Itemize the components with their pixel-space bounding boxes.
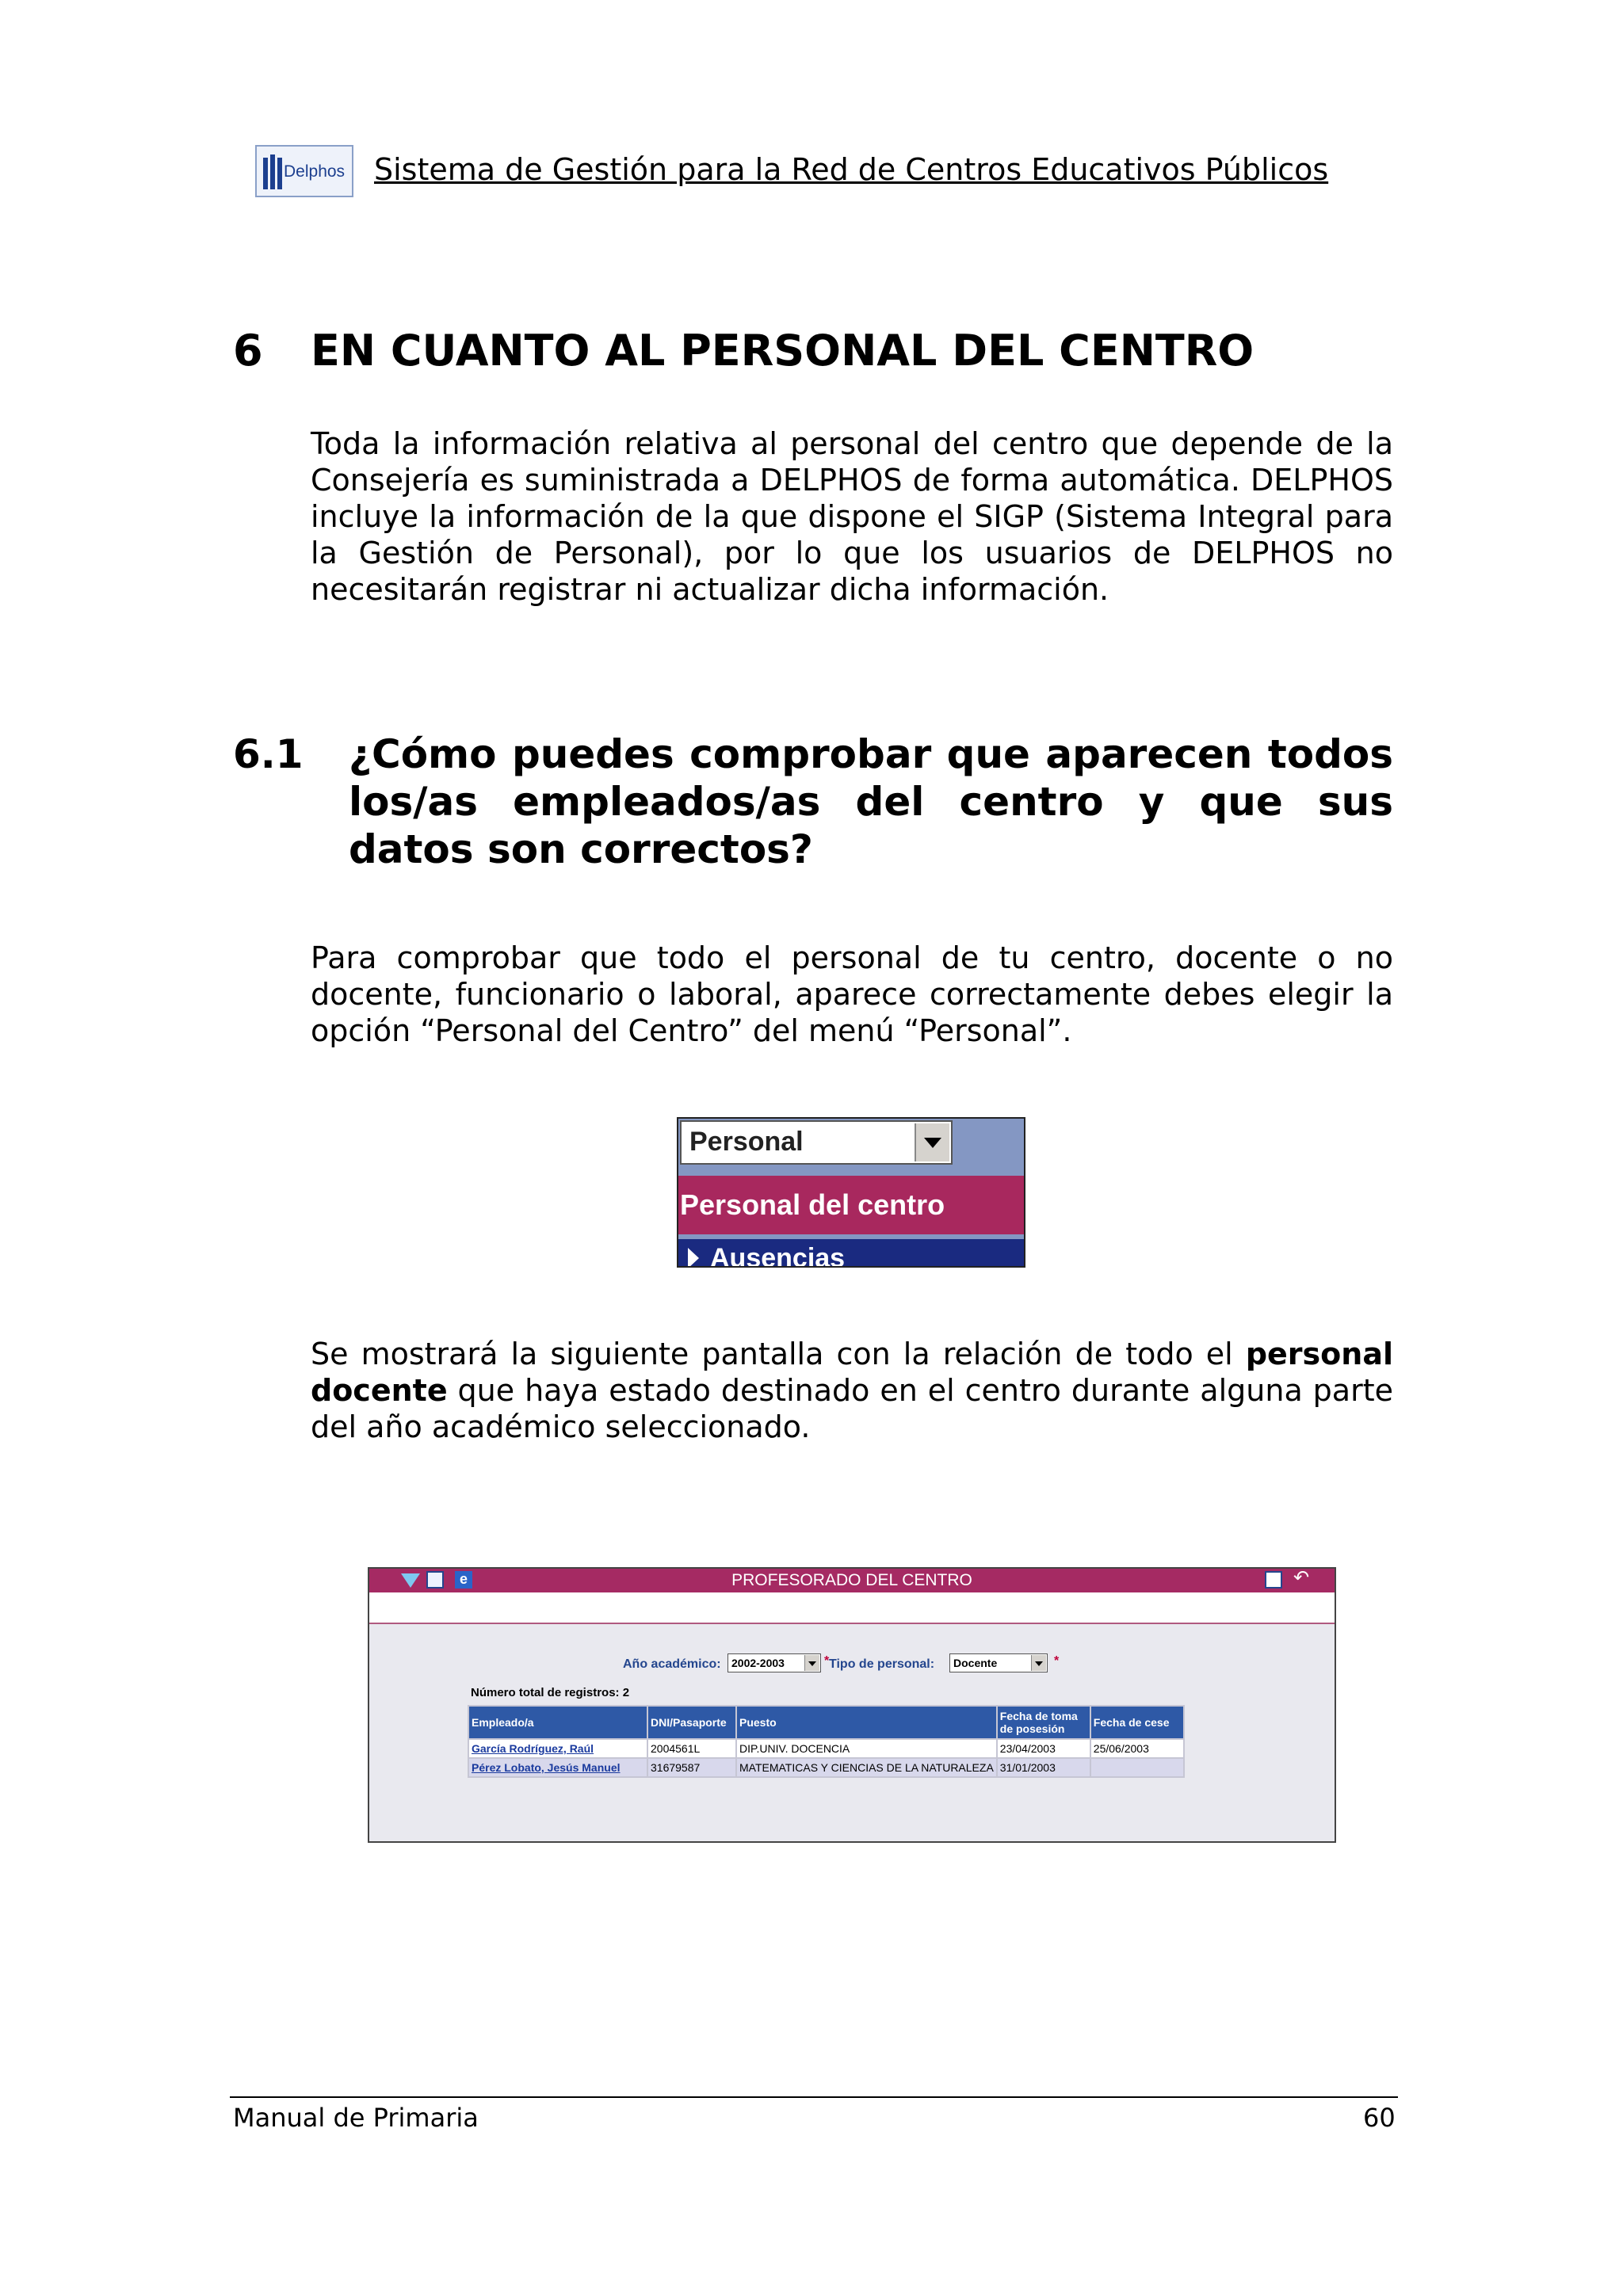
page-number: 60 — [1363, 2103, 1396, 2133]
table-cell: 31679587 — [648, 1759, 735, 1776]
table-cell: 23/04/2003 — [998, 1740, 1090, 1757]
staff-table — [468, 1705, 1185, 1778]
col-fecha-cese[interactable]: Fecha de cese — [1091, 1707, 1183, 1738]
filter-icon[interactable] — [401, 1573, 420, 1588]
ano-academico-label: Año académico: — [623, 1657, 721, 1671]
table-cell: 2004561L — [648, 1740, 735, 1757]
section-number: 6 — [233, 326, 263, 376]
section-intro: Toda la información relativa al personal del centro que depende de la Consejería es suministrada a DELPHOS de forma automática. DELPHOS incluye la información de la que dispone el SIGP (Sistema Integral para la Gestión de Personal), por lo que los usuarios de DELPHOS no necesitarán registrar ni actualizar dicha información. — [311, 426, 1393, 607]
footer-manual-name: Manual de Primaria — [233, 2103, 479, 2133]
table-cell: 25/06/2003 — [1091, 1740, 1183, 1757]
col-puesto[interactable]: Puesto — [737, 1707, 996, 1738]
menu-item-ausencias[interactable] — [678, 1239, 1025, 1268]
delphos-logo — [255, 145, 353, 197]
chevron-down-icon[interactable] — [1031, 1655, 1046, 1671]
table-row — [469, 1759, 1183, 1776]
table-cell: 31/01/2003 — [998, 1759, 1090, 1776]
tipo-personal-select[interactable] — [949, 1653, 1048, 1672]
document-icon[interactable] — [1265, 1571, 1282, 1589]
menu-select-value: Personal — [689, 1127, 804, 1157]
lock-icon[interactable] — [426, 1571, 444, 1589]
table-row — [469, 1740, 1183, 1757]
app-screenshot — [368, 1567, 1336, 1843]
header-title: Sistema de Gestión para la Red de Centros Educativos Públicos — [374, 152, 1329, 187]
col-empleado[interactable]: Empleado/a — [469, 1707, 647, 1738]
menu-item-ausencias-label: Ausencias — [710, 1243, 846, 1268]
back-icon[interactable]: ↶ — [1293, 1567, 1310, 1589]
table-cell: DIP.UNIV. DOCENCIA — [737, 1740, 996, 1757]
para2-text-b: que haya estado destinado en el centro durante alguna parte del año académico seleccionado. — [311, 1373, 1393, 1444]
menu-screenshot — [677, 1117, 1025, 1268]
required-mark: * — [824, 1654, 830, 1668]
subsection-number: 6.1 — [233, 731, 304, 777]
browser-icon[interactable]: e — [455, 1571, 472, 1589]
subsection-paragraph-1: Para comprobar que todo el personal de tu centro, docente o no docente, funcionario o laboral, aparece correctamente debes elegir la opción “Personal del Centro” del menú “Personal”. — [311, 940, 1393, 1048]
dropdown-button[interactable] — [915, 1123, 949, 1161]
table-cell — [1091, 1759, 1183, 1776]
logo-text: Delphos — [284, 162, 346, 181]
tipo-personal-value: Docente — [953, 1657, 998, 1669]
tipo-personal-label: Tipo de personal: — [829, 1657, 935, 1671]
ano-academico-select[interactable] — [727, 1653, 821, 1672]
app-title: PROFESORADO DEL CENTRO — [731, 1571, 972, 1589]
col-fecha-toma[interactable]: Fecha de toma de posesión — [998, 1707, 1090, 1738]
subsection-paragraph-2 — [311, 1336, 1393, 1445]
para2-text-a: Se mostrará la siguiente pantalla con la relación de todo el — [311, 1337, 1246, 1371]
ano-academico-value: 2002-2003 — [731, 1657, 785, 1669]
app-titlebar — [369, 1569, 1335, 1592]
section-title: EN CUANTO AL PERSONAL DEL CENTRO — [311, 326, 1254, 376]
arrow-right-icon — [688, 1248, 699, 1268]
chevron-down-icon[interactable] — [804, 1655, 819, 1671]
building-icon — [263, 154, 282, 189]
total-records: Número total de registros: 2 — [471, 1686, 630, 1699]
menu-item-personal-del-centro[interactable]: Personal del centro — [678, 1176, 1025, 1234]
employee-link[interactable]: Pérez Lobato, Jesús Manuel — [469, 1759, 647, 1776]
col-dni[interactable]: DNI/Pasaporte — [648, 1707, 735, 1738]
chevron-down-icon — [924, 1138, 941, 1148]
para2-bold: personal docente — [311, 1337, 1393, 1408]
subsection-title: ¿Cómo puedes comprobar que aparecen todos los/as empleados/as del centro y que sus datos son correctos? — [349, 731, 1393, 872]
table-cell: MATEMATICAS Y CIENCIAS DE LA NATURALEZA — [737, 1759, 996, 1776]
personal-menu-select[interactable] — [680, 1120, 953, 1165]
footer-divider — [230, 2096, 1398, 2098]
employee-link[interactable]: García Rodríguez, Raúl — [469, 1740, 647, 1757]
required-mark: * — [1054, 1654, 1060, 1668]
filter-row — [369, 1653, 1335, 1676]
app-toolbar-area — [369, 1592, 1335, 1624]
